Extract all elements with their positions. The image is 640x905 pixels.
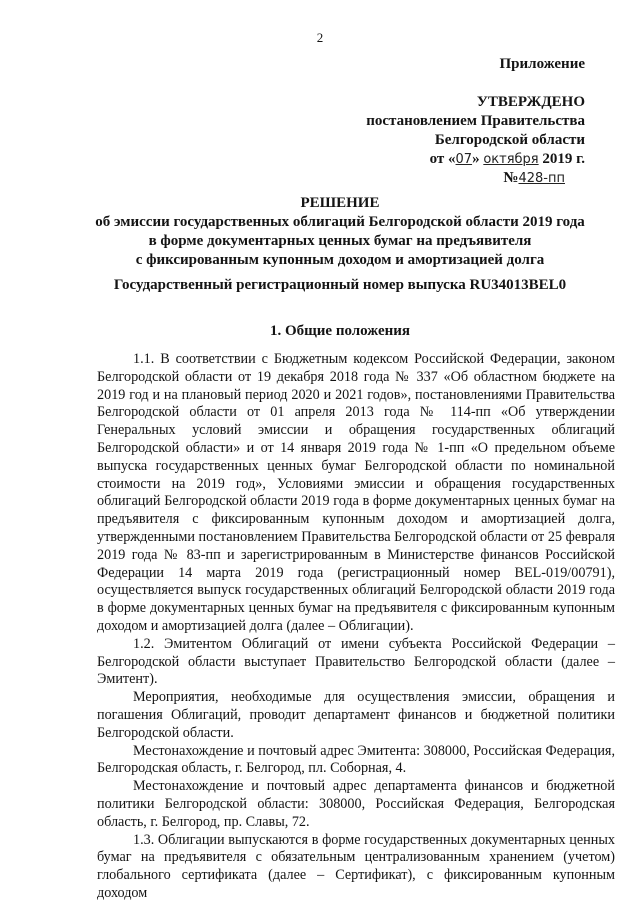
- approval-date: [325, 150, 585, 169]
- paragraph: Мероприятия, необходимые для осуществления эмиссии, обращения и погашения Облигаций, проводит департамент финансов и бюджетной политики Белгородской области.: [97, 689, 615, 741]
- date-suffix: 2019 г.: [542, 151, 585, 167]
- page-number: 2: [316, 30, 324, 45]
- paragraph: 1.1. В соответствии с Бюджетным кодексом Российской Федерации, законом Белгородской области от 19 декабря 2018 года № 337 «Об областном бюджете на 2019 год и на плановый период 2020 и 2021 годов», постановлениями Правительства Белгородской области от 01 апреля 2013 года № 114-пп «Об утверждении Генеральных условий эмиссии и обращения государственных облигаций Белгородской области» и от 14 января 2019 года № 1-пп «О предельном объеме выпуска государственных ценных бумаг Белгородской области по номинальной стоимости на 2019 год», Условиями эмиссии и обращения государственных облигаций Белгородской области 2019 года в форме документарных ценных бумаг на предъявителя с фиксированным купонным доходом и амортизацией долга, утвержденными постановлением Правительства Белгородской области от 25 февраля 2019 года № 83-пп и зарегистрированным в Министерстве финансов Российской Федерации 14 марта 2019 года (регистрационный номер BEL-019/00791), осуществляется выпуск государственных облигаций Белгородской области 2019 года в форме документарных ценных бумаг на предъявителя с фиксированным купонным доходом и амортизацией долга (далее – Облигации).: [97, 351, 615, 634]
- date-prefix: от «: [429, 151, 456, 167]
- approval-line-2: Белгородской области: [434, 132, 585, 148]
- title-line-3: с фиксированным купонным доходом и амортизацией долга: [135, 252, 545, 268]
- number-value: 428-пп: [518, 171, 565, 186]
- date-month: октября: [483, 152, 539, 167]
- approval-line-1: постановлением Правительства: [366, 113, 585, 129]
- title-line-1: об эмиссии государственных облигаций Белгородской области 2019 года: [95, 214, 585, 230]
- date-day: 07: [455, 152, 473, 167]
- number-prefix: №: [503, 170, 519, 186]
- date-mid: »: [472, 151, 480, 167]
- paragraph: Местонахождение и почтовый адрес департамента финансов и бюджетной политики Белгородской области: 308000, Российская Федерация, Белгородская область, г. Белгород, пр. Славы, 72.: [97, 778, 615, 830]
- approval-number: [325, 169, 585, 188]
- paragraph: 1.2. Эмитентом Облигаций от имени субъекта Российской Федерации – Белгородской области выступает Правительство Белгородской области (далее – Эмитент).: [97, 635, 615, 688]
- approved-label: УТВЕРЖДЕНО: [476, 94, 585, 110]
- title-heading: РЕШЕНИЕ: [300, 195, 380, 211]
- registration-number: Государственный регистрационный номер выпуска RU34013BEL0: [113, 277, 567, 293]
- document-title: [80, 194, 600, 270]
- title-line-2: в форме документарных ценных бумаг на предъявителя: [148, 233, 532, 249]
- approval-stamp: [325, 55, 585, 188]
- body-text: [97, 351, 615, 903]
- paragraph: Местонахождение и почтовый адрес Эмитента: 308000, Российская Федерация, Белгородская область, г. Белгород, пл. Соборная, 4.: [97, 742, 615, 777]
- appendix-label: Приложение: [499, 56, 585, 72]
- section-heading: 1. Общие положения: [269, 323, 411, 339]
- paragraph: 1.3. Облигации выпускаются в форме государственных документарных ценных бумаг на предъявителя с обязательным централизованным хранением (учетом) глобального сертификата (далее – Сертификат), с фиксированным купонным доходом: [97, 831, 615, 901]
